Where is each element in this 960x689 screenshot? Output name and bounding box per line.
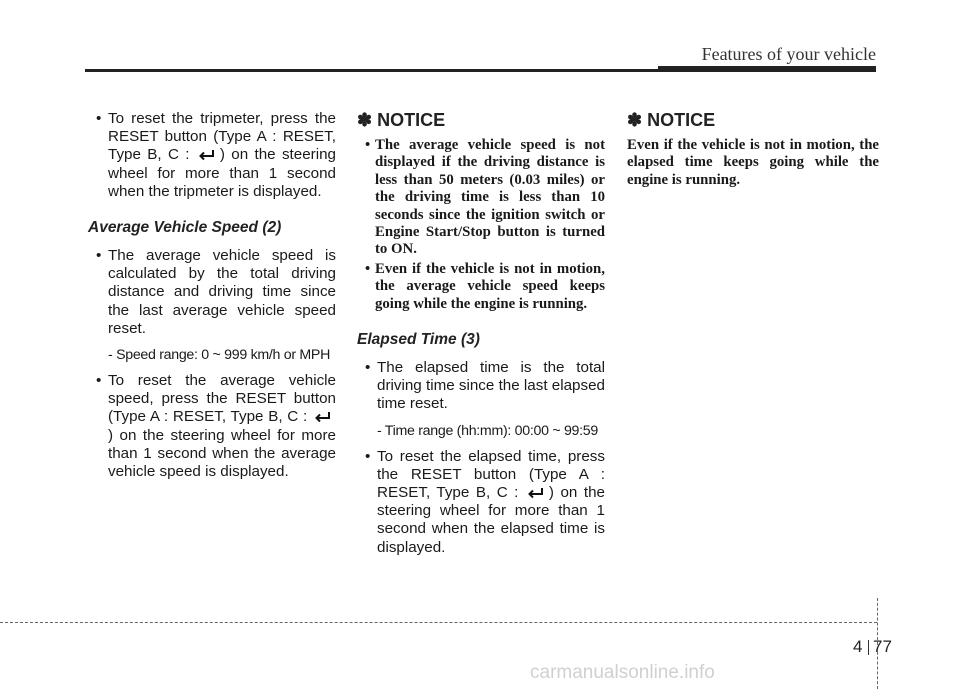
tripmeter-reset-paragraph: • To reset the tripmeter, press the RESET button (Type A : RESET, Type B, C : ) on the steering wheel for more than 1 second when the tripmeter is displayed. bbox=[96, 110, 336, 200]
page-separator bbox=[868, 640, 869, 655]
header-title: Features of your vehicle bbox=[701, 44, 876, 64]
notice-asterisk-icon: ✽ bbox=[627, 110, 643, 130]
enter-icon bbox=[527, 487, 547, 499]
notice-title: NOTICE bbox=[377, 110, 446, 130]
enter-icon bbox=[198, 149, 218, 161]
elapsed-time-paragraph: • The elapsed time is the total driving time since the last elapsed time reset. bbox=[365, 359, 605, 413]
notice-heading bbox=[627, 110, 879, 131]
notice-text: Even if the vehicle is not in motion, the elapsed time keeps going while the engine is running. bbox=[627, 137, 879, 188]
bullet: • bbox=[365, 447, 371, 465]
bullet: • bbox=[365, 137, 371, 153]
bullet: • bbox=[365, 260, 371, 277]
notice-item: • Even if the vehicle is not in motion, the average vehicle speed keeps going while the engine is running. bbox=[365, 260, 605, 312]
page-number: 77 bbox=[873, 637, 892, 656]
notice-title: NOTICE bbox=[647, 110, 716, 130]
column-3 bbox=[627, 110, 879, 189]
speed-range: - Speed range: 0 ~ 999 km/h or MPH bbox=[108, 347, 331, 364]
bullet: • bbox=[365, 359, 371, 377]
notice-asterisk-icon: ✽ bbox=[357, 110, 373, 130]
watermark: carmanualsonline.info bbox=[530, 662, 715, 683]
footer-rule bbox=[0, 622, 877, 623]
time-range: - Time range (hh:mm): 00:00 ~ 99:59 bbox=[377, 422, 598, 439]
bullet: • bbox=[96, 372, 102, 390]
notice-item: • The average vehicle speed is not displayed if the driving distance is less than 50 meters (0.03 miles) or the driving time is less than 10 seconds since the ignition switch or Engine Start/Stop button is turned to ON. bbox=[365, 137, 605, 258]
notice-heading bbox=[357, 110, 605, 131]
elapsed-time-reset-paragraph: • To reset the elapsed time, press the RESET button (Type A : RESET, Type B, C : ) on the steering wheel for more than 1 second when the elapsed time is displayed. bbox=[365, 447, 605, 556]
column-1 bbox=[88, 110, 336, 489]
average-speed-reset-paragraph: • To reset the average vehicle speed, press the RESET button (Type A : RESET, Type B, C : ) on the steering wheel for more than 1 second when the average vehicle speed is displayed. bbox=[96, 372, 336, 481]
enter-icon bbox=[314, 411, 334, 423]
chapter-number: 4 bbox=[853, 637, 863, 656]
column-2 bbox=[357, 110, 605, 565]
average-speed-subtitle: Average Vehicle Speed (2) bbox=[88, 219, 282, 237]
average-speed-paragraph: • The average vehicle speed is calculated by the total driving distance and driving time since the last average vehicle speed reset. bbox=[96, 247, 336, 337]
header-rule-accent bbox=[658, 66, 876, 72]
bullet: • bbox=[96, 110, 102, 127]
elapsed-time-subtitle: Elapsed Time (3) bbox=[357, 331, 480, 349]
bullet: • bbox=[96, 247, 102, 265]
